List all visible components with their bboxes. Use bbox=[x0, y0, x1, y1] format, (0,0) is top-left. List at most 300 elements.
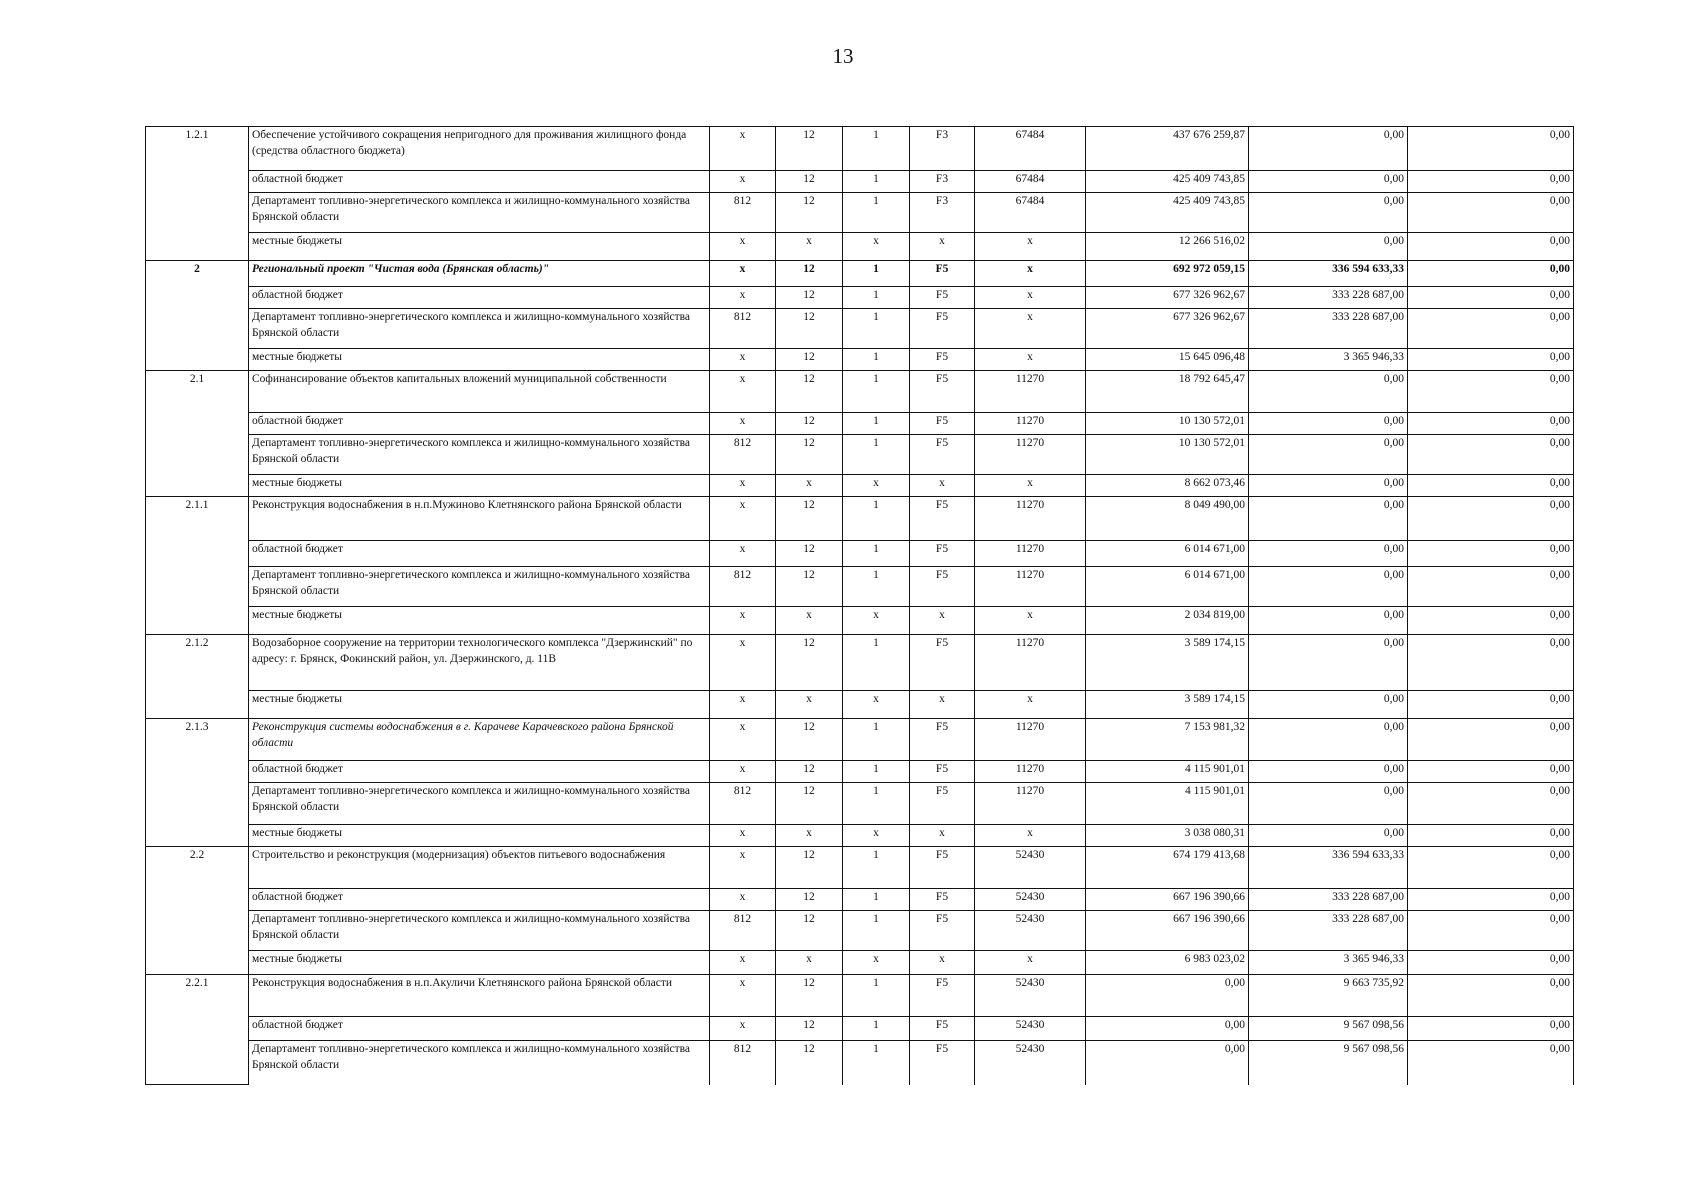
kbk-direction-cell: 11270 bbox=[975, 783, 1086, 825]
kbk-ministry-cell: x bbox=[710, 287, 776, 309]
kbk-project-cell: x bbox=[910, 951, 975, 975]
table-row bbox=[146, 413, 1574, 435]
kbk-ministry-cell: x bbox=[710, 607, 776, 635]
kbk-direction-cell: x bbox=[975, 233, 1086, 261]
amount-year3-cell: 0,00 bbox=[1408, 541, 1574, 567]
table-row bbox=[146, 567, 1574, 607]
kbk-section-cell: 12 bbox=[776, 761, 843, 783]
kbk-subsection-cell: 1 bbox=[843, 349, 910, 371]
description-cell: местные бюджеты bbox=[249, 825, 710, 847]
description-cell: областной бюджет bbox=[249, 287, 710, 309]
row-code-cell: 2.1.3 bbox=[146, 719, 249, 847]
table-row bbox=[146, 719, 1574, 761]
amount-year1-cell: 677 326 962,67 bbox=[1086, 287, 1249, 309]
kbk-project-cell: x bbox=[910, 233, 975, 261]
amount-year2-cell: 333 228 687,00 bbox=[1249, 889, 1408, 911]
kbk-subsection-cell: 1 bbox=[843, 127, 910, 171]
kbk-project-cell: x bbox=[910, 691, 975, 719]
kbk-project-cell: F3 bbox=[910, 127, 975, 171]
kbk-project-cell: F5 bbox=[910, 783, 975, 825]
amount-year3-cell: 0,00 bbox=[1408, 847, 1574, 889]
description-cell: Департамент топливно-энергетического комплекса и жилищно-коммунального хозяйства Брянской области bbox=[249, 911, 710, 951]
kbk-direction-cell: 52430 bbox=[975, 975, 1086, 1017]
kbk-section-cell: 12 bbox=[776, 127, 843, 171]
amount-year2-cell: 9 567 098,56 bbox=[1249, 1041, 1408, 1085]
kbk-section-cell: 12 bbox=[776, 371, 843, 413]
kbk-ministry-cell: 812 bbox=[710, 193, 776, 233]
kbk-direction-cell: 11270 bbox=[975, 761, 1086, 783]
kbk-project-cell: F5 bbox=[910, 497, 975, 541]
description-cell: местные бюджеты bbox=[249, 607, 710, 635]
amount-year3-cell: 0,00 bbox=[1408, 309, 1574, 349]
kbk-direction-cell: 11270 bbox=[975, 567, 1086, 607]
amount-year2-cell: 0,00 bbox=[1249, 475, 1408, 497]
amount-year1-cell: 10 130 572,01 bbox=[1086, 413, 1249, 435]
amount-year1-cell: 6 983 023,02 bbox=[1086, 951, 1249, 975]
amount-year2-cell: 3 365 946,33 bbox=[1249, 951, 1408, 975]
kbk-direction-cell: 52430 bbox=[975, 1017, 1086, 1041]
kbk-section-cell: x bbox=[776, 607, 843, 635]
kbk-project-cell: F5 bbox=[910, 435, 975, 475]
amount-year2-cell: 0,00 bbox=[1249, 435, 1408, 475]
kbk-project-cell: F5 bbox=[910, 1041, 975, 1085]
amount-year1-cell: 674 179 413,68 bbox=[1086, 847, 1249, 889]
kbk-section-cell: 12 bbox=[776, 193, 843, 233]
amount-year1-cell: 8 662 073,46 bbox=[1086, 475, 1249, 497]
kbk-ministry-cell: x bbox=[710, 127, 776, 171]
amount-year3-cell: 0,00 bbox=[1408, 127, 1574, 171]
amount-year3-cell: 0,00 bbox=[1408, 951, 1574, 975]
kbk-ministry-cell: x bbox=[710, 847, 776, 889]
amount-year3-cell: 0,00 bbox=[1408, 193, 1574, 233]
amount-year1-cell: 677 326 962,67 bbox=[1086, 309, 1249, 349]
kbk-project-cell: F5 bbox=[910, 1017, 975, 1041]
kbk-ministry-cell: x bbox=[710, 413, 776, 435]
kbk-subsection-cell: 1 bbox=[843, 783, 910, 825]
amount-year3-cell: 0,00 bbox=[1408, 171, 1574, 193]
kbk-subsection-cell: 1 bbox=[843, 635, 910, 691]
kbk-project-cell: F5 bbox=[910, 889, 975, 911]
kbk-subsection-cell: x bbox=[843, 475, 910, 497]
amount-year3-cell: 0,00 bbox=[1408, 475, 1574, 497]
table-row bbox=[146, 371, 1574, 413]
description-cell: Строительство и реконструкция (модернизация) объектов питьевого водоснабжения bbox=[249, 847, 710, 889]
kbk-direction-cell: 52430 bbox=[975, 911, 1086, 951]
amount-year2-cell: 0,00 bbox=[1249, 497, 1408, 541]
description-cell: Реконструкция водоснабжения в н.п.Акуличи Клетнянского района Брянской области bbox=[249, 975, 710, 1017]
row-code-cell: 2.2.1 bbox=[146, 975, 249, 1085]
kbk-ministry-cell: x bbox=[710, 171, 776, 193]
amount-year3-cell: 0,00 bbox=[1408, 497, 1574, 541]
kbk-subsection-cell: 1 bbox=[843, 567, 910, 607]
amount-year2-cell: 0,00 bbox=[1249, 127, 1408, 171]
kbk-project-cell: x bbox=[910, 607, 975, 635]
amount-year3-cell: 0,00 bbox=[1408, 783, 1574, 825]
description-cell: областной бюджет bbox=[249, 761, 710, 783]
amount-year2-cell: 333 228 687,00 bbox=[1249, 309, 1408, 349]
kbk-project-cell: F5 bbox=[910, 413, 975, 435]
amount-year2-cell: 0,00 bbox=[1249, 371, 1408, 413]
kbk-direction-cell: 11270 bbox=[975, 497, 1086, 541]
amount-year2-cell: 0,00 bbox=[1249, 691, 1408, 719]
amount-year3-cell: 0,00 bbox=[1408, 691, 1574, 719]
table-row bbox=[146, 261, 1574, 287]
page-number: 13 bbox=[832, 44, 854, 68]
amount-year2-cell: 0,00 bbox=[1249, 541, 1408, 567]
amount-year2-cell: 0,00 bbox=[1249, 171, 1408, 193]
kbk-subsection-cell: 1 bbox=[843, 193, 910, 233]
amount-year1-cell: 425 409 743,85 bbox=[1086, 193, 1249, 233]
amount-year2-cell: 0,00 bbox=[1249, 413, 1408, 435]
description-cell: местные бюджеты bbox=[249, 233, 710, 261]
description-cell: Региональный проект "Чистая вода (Брянская область)" bbox=[249, 261, 710, 287]
kbk-ministry-cell: 812 bbox=[710, 435, 776, 475]
description-cell: Водозаборное сооружение на территории технологического комплекса "Дзержинский" по адресу: г. Брянск, Фокинский район, ул. Дзержинского, д. 11В bbox=[249, 635, 710, 691]
amount-year1-cell: 692 972 059,15 bbox=[1086, 261, 1249, 287]
description-cell: Реконструкция водоснабжения в н.п.Мужиново Клетнянского района Брянской области bbox=[249, 497, 710, 541]
description-cell: Департамент топливно-энергетического комплекса и жилищно-коммунального хозяйства Брянской области bbox=[249, 435, 710, 475]
kbk-direction-cell: x bbox=[975, 951, 1086, 975]
kbk-ministry-cell: x bbox=[710, 233, 776, 261]
amount-year1-cell: 667 196 390,66 bbox=[1086, 889, 1249, 911]
kbk-project-cell: F5 bbox=[910, 911, 975, 951]
table-row bbox=[146, 475, 1574, 497]
kbk-direction-cell: x bbox=[975, 825, 1086, 847]
kbk-section-cell: 12 bbox=[776, 497, 843, 541]
kbk-project-cell: F5 bbox=[910, 541, 975, 567]
kbk-subsection-cell: 1 bbox=[843, 1017, 910, 1041]
description-cell: Департамент топливно-энергетического комплекса и жилищно-коммунального хозяйства Брянской области bbox=[249, 1041, 710, 1085]
kbk-section-cell: x bbox=[776, 475, 843, 497]
table-row bbox=[146, 171, 1574, 193]
amount-year3-cell: 0,00 bbox=[1408, 349, 1574, 371]
table-row bbox=[146, 607, 1574, 635]
kbk-ministry-cell: 812 bbox=[710, 1041, 776, 1085]
row-code-cell: 2.1.2 bbox=[146, 635, 249, 719]
kbk-project-cell: F5 bbox=[910, 309, 975, 349]
kbk-project-cell: F5 bbox=[910, 635, 975, 691]
kbk-subsection-cell: 1 bbox=[843, 975, 910, 1017]
kbk-direction-cell: x bbox=[975, 309, 1086, 349]
amount-year2-cell: 336 594 633,33 bbox=[1249, 847, 1408, 889]
kbk-ministry-cell: 812 bbox=[710, 309, 776, 349]
amount-year3-cell: 0,00 bbox=[1408, 413, 1574, 435]
amount-year2-cell: 333 228 687,00 bbox=[1249, 911, 1408, 951]
description-cell: Департамент топливно-энергетического комплекса и жилищно-коммунального хозяйства Брянской области bbox=[249, 783, 710, 825]
description-cell: областной бюджет bbox=[249, 171, 710, 193]
amount-year3-cell: 0,00 bbox=[1408, 889, 1574, 911]
amount-year1-cell: 7 153 981,32 bbox=[1086, 719, 1249, 761]
kbk-direction-cell: 11270 bbox=[975, 435, 1086, 475]
kbk-subsection-cell: 1 bbox=[843, 497, 910, 541]
amount-year2-cell: 9 567 098,56 bbox=[1249, 1017, 1408, 1041]
kbk-direction-cell: 52430 bbox=[975, 1041, 1086, 1085]
amount-year3-cell: 0,00 bbox=[1408, 233, 1574, 261]
amount-year2-cell: 0,00 bbox=[1249, 761, 1408, 783]
kbk-project-cell: x bbox=[910, 475, 975, 497]
kbk-direction-cell: 11270 bbox=[975, 371, 1086, 413]
kbk-section-cell: x bbox=[776, 233, 843, 261]
table-row bbox=[146, 309, 1574, 349]
table-row bbox=[146, 127, 1574, 171]
amount-year3-cell: 0,00 bbox=[1408, 1041, 1574, 1085]
amount-year2-cell: 0,00 bbox=[1249, 193, 1408, 233]
kbk-section-cell: 12 bbox=[776, 847, 843, 889]
budget-table bbox=[145, 126, 1574, 1085]
row-code-cell: 2.1 bbox=[146, 371, 249, 497]
kbk-ministry-cell: x bbox=[710, 349, 776, 371]
amount-year1-cell: 8 049 490,00 bbox=[1086, 497, 1249, 541]
kbk-section-cell: x bbox=[776, 691, 843, 719]
description-cell: областной бюджет bbox=[249, 1017, 710, 1041]
kbk-project-cell: F5 bbox=[910, 371, 975, 413]
amount-year1-cell: 6 014 671,00 bbox=[1086, 541, 1249, 567]
amount-year2-cell: 3 365 946,33 bbox=[1249, 349, 1408, 371]
description-cell: Департамент топливно-энергетического комплекса и жилищно-коммунального хозяйства Брянской области bbox=[249, 567, 710, 607]
amount-year1-cell: 0,00 bbox=[1086, 1017, 1249, 1041]
kbk-ministry-cell: 812 bbox=[710, 783, 776, 825]
kbk-section-cell: 12 bbox=[776, 567, 843, 607]
amount-year1-cell: 0,00 bbox=[1086, 1041, 1249, 1085]
description-cell: местные бюджеты bbox=[249, 475, 710, 497]
table-row bbox=[146, 761, 1574, 783]
kbk-ministry-cell: x bbox=[710, 951, 776, 975]
kbk-section-cell: 12 bbox=[776, 635, 843, 691]
amount-year3-cell: 0,00 bbox=[1408, 761, 1574, 783]
kbk-ministry-cell: x bbox=[710, 261, 776, 287]
kbk-ministry-cell: x bbox=[710, 371, 776, 413]
amount-year1-cell: 6 014 671,00 bbox=[1086, 567, 1249, 607]
kbk-subsection-cell: 1 bbox=[843, 719, 910, 761]
amount-year2-cell: 333 228 687,00 bbox=[1249, 287, 1408, 309]
kbk-section-cell: 12 bbox=[776, 889, 843, 911]
amount-year1-cell: 425 409 743,85 bbox=[1086, 171, 1249, 193]
amount-year3-cell: 0,00 bbox=[1408, 635, 1574, 691]
kbk-project-cell: F5 bbox=[910, 287, 975, 309]
kbk-section-cell: 12 bbox=[776, 413, 843, 435]
kbk-subsection-cell: 1 bbox=[843, 761, 910, 783]
amount-year3-cell: 0,00 bbox=[1408, 287, 1574, 309]
amount-year2-cell: 336 594 633,33 bbox=[1249, 261, 1408, 287]
amount-year3-cell: 0,00 bbox=[1408, 371, 1574, 413]
amount-year3-cell: 0,00 bbox=[1408, 567, 1574, 607]
table-row bbox=[146, 193, 1574, 233]
kbk-direction-cell: 11270 bbox=[975, 413, 1086, 435]
kbk-section-cell: 12 bbox=[776, 309, 843, 349]
table-row bbox=[146, 911, 1574, 951]
row-code-cell: 1.2.1 bbox=[146, 127, 249, 261]
kbk-project-cell: F5 bbox=[910, 761, 975, 783]
kbk-subsection-cell: 1 bbox=[843, 171, 910, 193]
amount-year1-cell: 667 196 390,66 bbox=[1086, 911, 1249, 951]
table-row bbox=[146, 349, 1574, 371]
amount-year1-cell: 0,00 bbox=[1086, 975, 1249, 1017]
amount-year2-cell: 0,00 bbox=[1249, 783, 1408, 825]
table-row bbox=[146, 889, 1574, 911]
kbk-subsection-cell: 1 bbox=[843, 911, 910, 951]
description-cell: местные бюджеты bbox=[249, 951, 710, 975]
kbk-section-cell: 12 bbox=[776, 261, 843, 287]
kbk-subsection-cell: 1 bbox=[843, 287, 910, 309]
table-row bbox=[146, 951, 1574, 975]
kbk-section-cell: 12 bbox=[776, 719, 843, 761]
kbk-direction-cell: 11270 bbox=[975, 541, 1086, 567]
table-row bbox=[146, 635, 1574, 691]
kbk-section-cell: 12 bbox=[776, 1017, 843, 1041]
table-row bbox=[146, 233, 1574, 261]
kbk-ministry-cell: x bbox=[710, 497, 776, 541]
kbk-subsection-cell: 1 bbox=[843, 413, 910, 435]
kbk-direction-cell: x bbox=[975, 607, 1086, 635]
kbk-ministry-cell: x bbox=[710, 691, 776, 719]
description-cell: Департамент топливно-энергетического комплекса и жилищно-коммунального хозяйства Брянской области bbox=[249, 309, 710, 349]
table-row bbox=[146, 435, 1574, 475]
kbk-subsection-cell: 1 bbox=[843, 847, 910, 889]
kbk-section-cell: 12 bbox=[776, 783, 843, 825]
description-cell: местные бюджеты bbox=[249, 691, 710, 719]
kbk-direction-cell: 52430 bbox=[975, 847, 1086, 889]
amount-year2-cell: 0,00 bbox=[1249, 825, 1408, 847]
kbk-ministry-cell: 812 bbox=[710, 567, 776, 607]
row-code-cell: 2.2 bbox=[146, 847, 249, 975]
amount-year3-cell: 0,00 bbox=[1408, 975, 1574, 1017]
kbk-project-cell: F5 bbox=[910, 261, 975, 287]
kbk-ministry-cell: x bbox=[710, 475, 776, 497]
kbk-project-cell: F3 bbox=[910, 171, 975, 193]
kbk-ministry-cell: x bbox=[710, 541, 776, 567]
kbk-direction-cell: x bbox=[975, 691, 1086, 719]
row-code-cell: 2.1.1 bbox=[146, 497, 249, 635]
amount-year2-cell: 0,00 bbox=[1249, 607, 1408, 635]
amount-year1-cell: 18 792 645,47 bbox=[1086, 371, 1249, 413]
row-code-cell: 2 bbox=[146, 261, 249, 371]
description-cell: Обеспечение устойчивого сокращения непригодного для проживания жилищного фонда (средства областного бюджета) bbox=[249, 127, 710, 171]
table-row bbox=[146, 541, 1574, 567]
kbk-section-cell: 12 bbox=[776, 975, 843, 1017]
kbk-section-cell: 12 bbox=[776, 287, 843, 309]
kbk-ministry-cell: x bbox=[710, 635, 776, 691]
amount-year3-cell: 0,00 bbox=[1408, 261, 1574, 287]
kbk-subsection-cell: x bbox=[843, 691, 910, 719]
kbk-ministry-cell: x bbox=[710, 761, 776, 783]
kbk-project-cell: x bbox=[910, 825, 975, 847]
kbk-subsection-cell: 1 bbox=[843, 261, 910, 287]
kbk-project-cell: F5 bbox=[910, 719, 975, 761]
kbk-direction-cell: 67484 bbox=[975, 127, 1086, 171]
kbk-direction-cell: 67484 bbox=[975, 171, 1086, 193]
kbk-section-cell: x bbox=[776, 951, 843, 975]
table-row bbox=[146, 825, 1574, 847]
kbk-ministry-cell: x bbox=[710, 889, 776, 911]
description-cell: Софинансирование объектов капитальных вложений муниципальной собственности bbox=[249, 371, 710, 413]
amount-year1-cell: 3 589 174,15 bbox=[1086, 635, 1249, 691]
description-cell: Департамент топливно-энергетического комплекса и жилищно-коммунального хозяйства Брянской области bbox=[249, 193, 710, 233]
kbk-subsection-cell: x bbox=[843, 233, 910, 261]
table-row bbox=[146, 783, 1574, 825]
table-row bbox=[146, 847, 1574, 889]
description-cell: областной бюджет bbox=[249, 541, 710, 567]
kbk-project-cell: F5 bbox=[910, 847, 975, 889]
amount-year3-cell: 0,00 bbox=[1408, 435, 1574, 475]
kbk-project-cell: F5 bbox=[910, 567, 975, 607]
kbk-subsection-cell: x bbox=[843, 607, 910, 635]
kbk-subsection-cell: x bbox=[843, 825, 910, 847]
amount-year2-cell: 0,00 bbox=[1249, 635, 1408, 691]
table-row bbox=[146, 691, 1574, 719]
amount-year1-cell: 437 676 259,87 bbox=[1086, 127, 1249, 171]
description-cell: местные бюджеты bbox=[249, 349, 710, 371]
amount-year3-cell: 0,00 bbox=[1408, 607, 1574, 635]
kbk-ministry-cell: 812 bbox=[710, 911, 776, 951]
kbk-ministry-cell: x bbox=[710, 825, 776, 847]
amount-year1-cell: 12 266 516,02 bbox=[1086, 233, 1249, 261]
kbk-subsection-cell: 1 bbox=[843, 889, 910, 911]
table-row bbox=[146, 497, 1574, 541]
kbk-direction-cell: x bbox=[975, 475, 1086, 497]
kbk-section-cell: 12 bbox=[776, 171, 843, 193]
amount-year2-cell: 0,00 bbox=[1249, 719, 1408, 761]
amount-year3-cell: 0,00 bbox=[1408, 1017, 1574, 1041]
kbk-subsection-cell: 1 bbox=[843, 1041, 910, 1085]
kbk-project-cell: F5 bbox=[910, 975, 975, 1017]
kbk-subsection-cell: 1 bbox=[843, 541, 910, 567]
kbk-ministry-cell: x bbox=[710, 975, 776, 1017]
amount-year1-cell: 3 038 080,31 bbox=[1086, 825, 1249, 847]
amount-year3-cell: 0,00 bbox=[1408, 719, 1574, 761]
table-row bbox=[146, 1041, 1574, 1085]
kbk-project-cell: F5 bbox=[910, 349, 975, 371]
description-cell: областной бюджет bbox=[249, 413, 710, 435]
kbk-direction-cell: 67484 bbox=[975, 193, 1086, 233]
table-row bbox=[146, 975, 1574, 1017]
amount-year1-cell: 10 130 572,01 bbox=[1086, 435, 1249, 475]
kbk-ministry-cell: x bbox=[710, 1017, 776, 1041]
kbk-direction-cell: x bbox=[975, 287, 1086, 309]
amount-year1-cell: 3 589 174,15 bbox=[1086, 691, 1249, 719]
amount-year3-cell: 0,00 bbox=[1408, 825, 1574, 847]
kbk-section-cell: 12 bbox=[776, 349, 843, 371]
kbk-subsection-cell: x bbox=[843, 951, 910, 975]
kbk-section-cell: x bbox=[776, 825, 843, 847]
kbk-subsection-cell: 1 bbox=[843, 371, 910, 413]
kbk-direction-cell: x bbox=[975, 261, 1086, 287]
amount-year1-cell: 4 115 901,01 bbox=[1086, 783, 1249, 825]
kbk-section-cell: 12 bbox=[776, 911, 843, 951]
kbk-direction-cell: x bbox=[975, 349, 1086, 371]
amount-year1-cell: 15 645 096,48 bbox=[1086, 349, 1249, 371]
amount-year2-cell: 0,00 bbox=[1249, 567, 1408, 607]
table-row bbox=[146, 1017, 1574, 1041]
table-row bbox=[146, 287, 1574, 309]
kbk-direction-cell: 52430 bbox=[975, 889, 1086, 911]
kbk-direction-cell: 11270 bbox=[975, 719, 1086, 761]
amount-year1-cell: 4 115 901,01 bbox=[1086, 761, 1249, 783]
description-cell: Реконструкция системы водоснабжения в г. Карачеве Карачевского района Брянской области bbox=[249, 719, 710, 761]
amount-year3-cell: 0,00 bbox=[1408, 911, 1574, 951]
amount-year2-cell: 9 663 735,92 bbox=[1249, 975, 1408, 1017]
kbk-subsection-cell: 1 bbox=[843, 435, 910, 475]
kbk-project-cell: F3 bbox=[910, 193, 975, 233]
kbk-section-cell: 12 bbox=[776, 435, 843, 475]
description-cell: областной бюджет bbox=[249, 889, 710, 911]
amount-year2-cell: 0,00 bbox=[1249, 233, 1408, 261]
kbk-section-cell: 12 bbox=[776, 541, 843, 567]
kbk-subsection-cell: 1 bbox=[843, 309, 910, 349]
kbk-ministry-cell: x bbox=[710, 719, 776, 761]
amount-year1-cell: 2 034 819,00 bbox=[1086, 607, 1249, 635]
kbk-section-cell: 12 bbox=[776, 1041, 843, 1085]
kbk-direction-cell: 11270 bbox=[975, 635, 1086, 691]
